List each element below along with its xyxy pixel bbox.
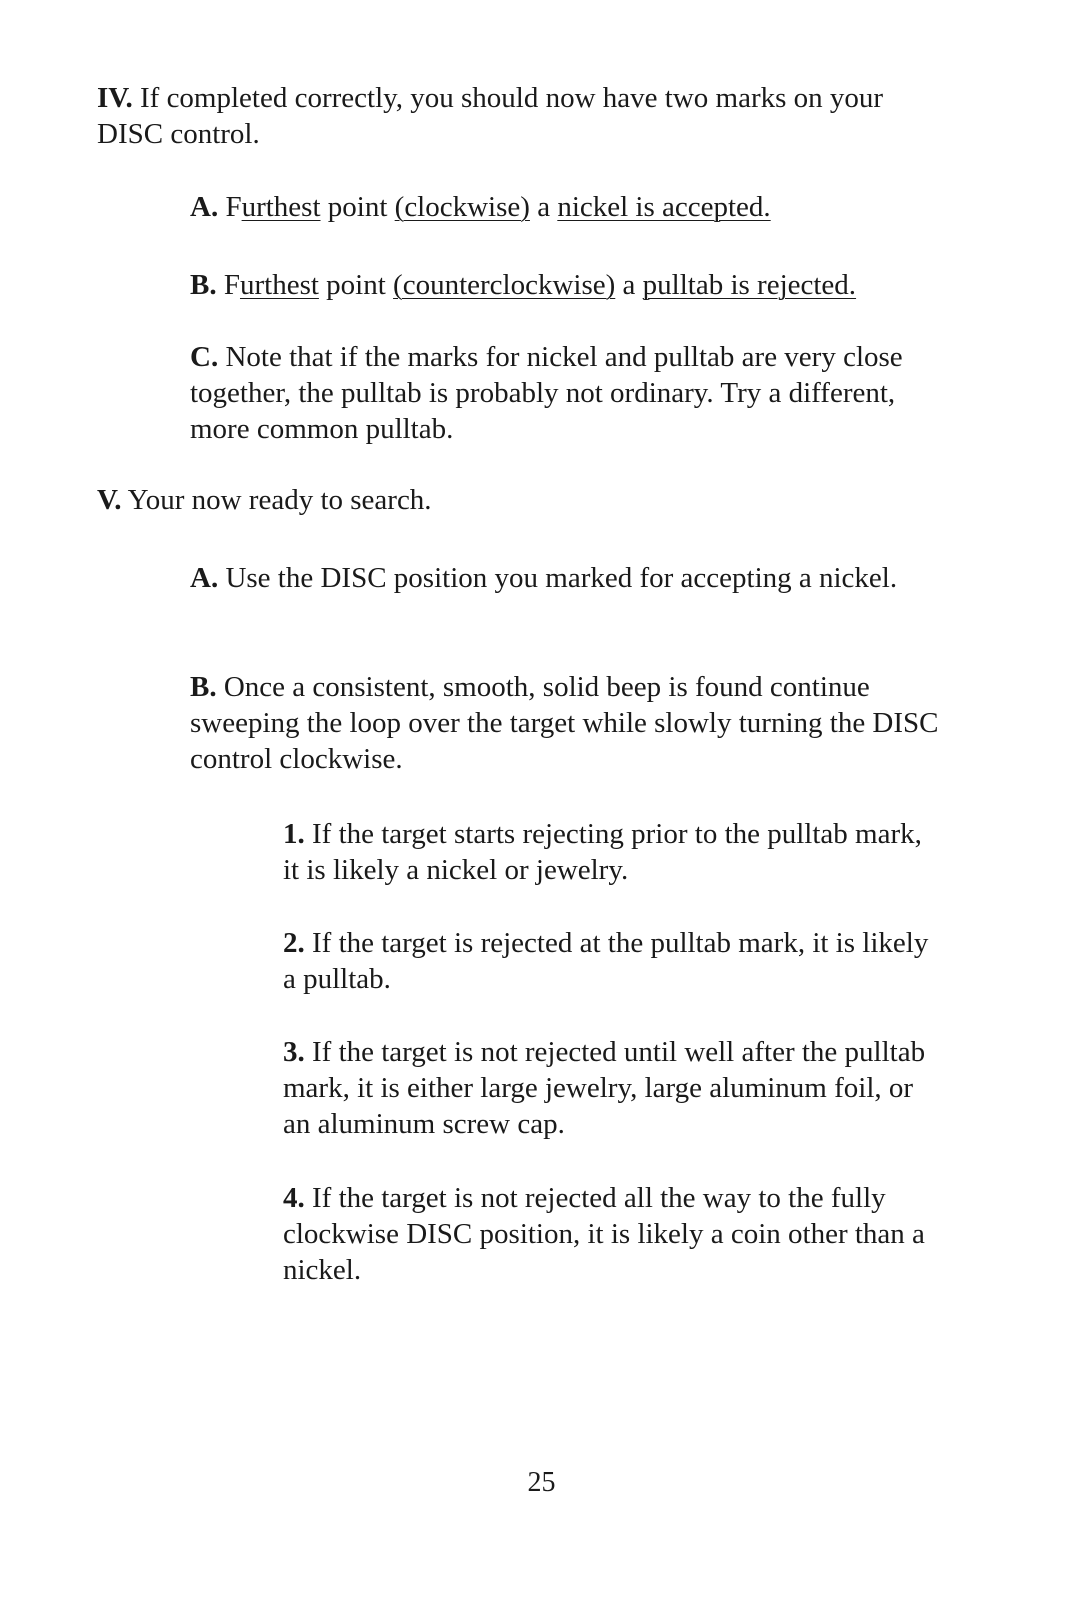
- item-a-label: A.: [190, 191, 219, 223]
- section-iv: [97, 80, 917, 152]
- item-b-underlined-furthest: urthest: [239, 269, 319, 301]
- section-v: [97, 482, 917, 518]
- item-a-text-1: F: [225, 191, 242, 223]
- list-item-text: If the target is not rejected until well after the pulltab mark, it is either large jewelry, large aluminum foil, or an aluminum screw cap.: [283, 1036, 926, 1140]
- list-item: [283, 816, 933, 888]
- section-iv-item-c: [190, 339, 930, 447]
- v-item-b-text: Once a consistent, smooth, solid beep is found continue sweeping the loop over the target while slowly turning the DISC control clockwise.: [190, 671, 939, 775]
- section-iv-item-a: [190, 189, 950, 225]
- item-b-underlined-result: pulltab is rejected.: [642, 269, 857, 301]
- list-item-number: 4.: [283, 1182, 305, 1214]
- item-a-text-5: a: [529, 191, 558, 223]
- v-item-a-text: Use the DISC position you marked for accepting a nickel.: [225, 562, 898, 594]
- section-iv-item-b: [190, 267, 950, 303]
- list-item-number: 1.: [283, 818, 305, 850]
- list-item: [283, 1034, 933, 1142]
- item-b-text-3: point: [318, 269, 394, 301]
- item-b-label: B.: [190, 269, 217, 301]
- section-v-item-a: [190, 560, 910, 596]
- item-a-underlined-furthest: urthest: [241, 191, 321, 223]
- section-iv-text: If completed correctly, you should now have two marks on your DISC control.: [97, 82, 884, 150]
- item-c-label: C.: [190, 341, 219, 373]
- item-b-text-1: F: [223, 269, 240, 301]
- list-item: [283, 1180, 933, 1288]
- item-a-text-3: point: [320, 191, 395, 223]
- item-b-underlined-direction: (counterclockwise): [393, 269, 616, 301]
- section-v-label: V.: [97, 484, 122, 516]
- item-a-underlined-result: nickel is accepted.: [557, 191, 771, 223]
- section-v-item-b: [190, 669, 950, 777]
- list-item-text: If the target is not rejected all the way to the fully clockwise DISC position, it is likely a coin other than a nickel.: [283, 1182, 925, 1286]
- section-iv-label: IV.: [97, 82, 133, 114]
- list-item: [283, 925, 933, 997]
- section-v-text: Your now ready to search.: [127, 484, 432, 516]
- list-item-text: If the target starts rejecting prior to the pulltab mark, it is likely a nickel or jewelry.: [283, 818, 922, 886]
- v-item-b-label: B.: [190, 671, 217, 703]
- list-item-number: 3.: [283, 1036, 305, 1068]
- item-c-text: Note that if the marks for nickel and pulltab are very close together, the pulltab is probably not ordinary. Try a different, more common pulltab.: [190, 341, 903, 445]
- page-number: 25: [527, 1467, 556, 1498]
- item-a-underlined-direction: (clockwise): [394, 191, 530, 223]
- list-item-number: 2.: [283, 927, 305, 959]
- item-b-text-5: a: [615, 269, 643, 301]
- v-item-a-label: A.: [190, 562, 219, 594]
- list-item-text: If the target is rejected at the pulltab mark, it is likely a pulltab.: [283, 927, 929, 995]
